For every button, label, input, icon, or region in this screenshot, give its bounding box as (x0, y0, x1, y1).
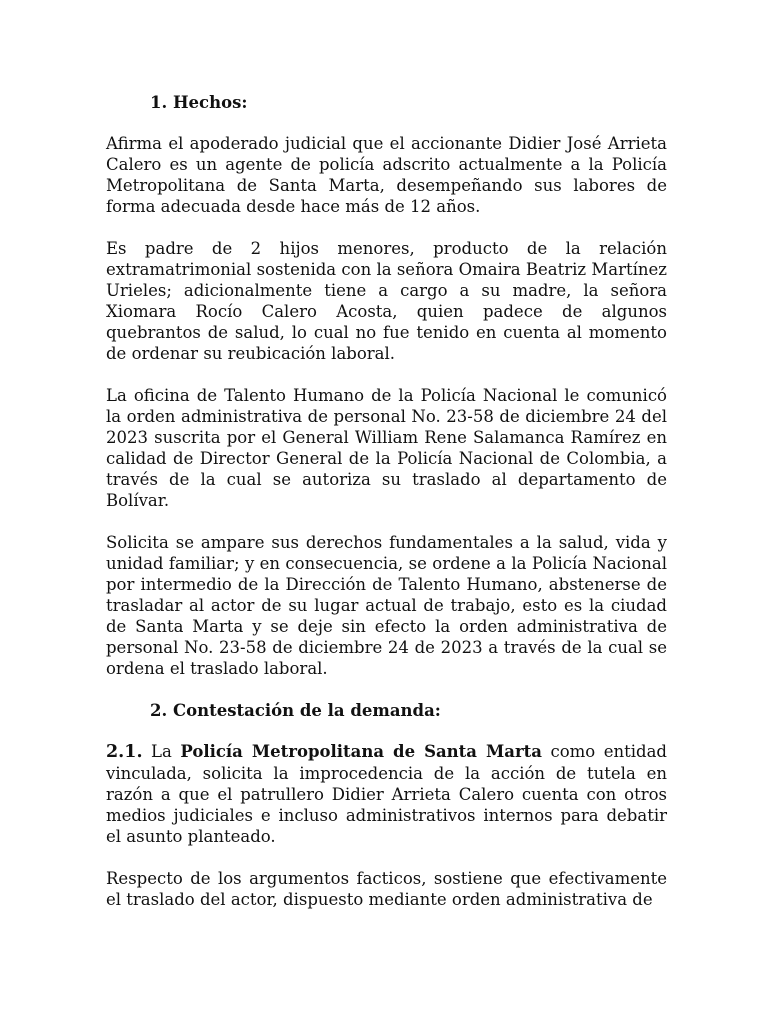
paragraph-lead-text: La (142, 742, 181, 761)
paragraph-number: 2.1. (106, 742, 143, 762)
section-heading-hechos: 1. Hechos: (150, 93, 248, 112)
paragraph-hechos-4: Solicita se ampare sus derechos fundamentales a la salud, vida y unidad familiar; y en consecuencia, se ordene a la Policía Nacional por intermedio de la Dirección de Talento Humano, abstenerse de trasladar al actor de su lugar actual de trabajo, esto es la ciudad de Santa Marta y se deje sin efecto la orden administrativa de personal No. 23-58 de diciembre 24 de 2023 a través de la cual se ordena el traslado laboral. (106, 533, 667, 678)
paragraph-contestacion-1 (106, 741, 667, 847)
paragraph-contestacion-2: Respecto de los argumentos facticos, sostiene que efectivamente el traslado del actor, dispuesto mediante orden administrativa de (106, 869, 667, 909)
paragraph-hechos-3: La oficina de Talento Humano de la Policía Nacional le comunicó la orden administrativa de personal No. 23-58 de diciembre 24 del 2023 suscrita por el General William Rene Salamanca Ramírez en calidad de Director General de la Policía Nacional de Colombia, a través de la cual se autoriza su traslado al departamento de Bolívar. (106, 386, 667, 510)
paragraph-hechos-2: Es padre de 2 hijos menores, producto de la relación extramatrimonial sostenida con la señora Omaira Beatriz Martínez Urieles; adicionalmente tiene a cargo a su madre, la señora Xiomara Rocío Calero Acosta, quien padece de algunos quebrantos de salud, lo cual no fue tenido en cuenta al momento de ordenar su reubicación laboral. (106, 239, 667, 363)
paragraph-body-text: como entidad vinculada, solicita la improcedencia de la acción de tutela en razón a que el patrullero Didier Arrieta Calero cuenta con otros medios judiciales e incluso administrativos internos para debatir el asunto planteado. (106, 742, 667, 846)
paragraph-hechos-1: Afirma el apoderado judicial que el accionante Didier José Arrieta Calero es un agente de policía adscrito actualmente a la Policía Metropolitana de Santa Marta, desempeñando sus labores de forma adecuada desde hace más de 12 años. (106, 134, 667, 216)
entity-name: Policía Metropolitana de Santa Marta (180, 742, 542, 761)
section-heading-contestacion: 2. Contestación de la demanda: (150, 701, 441, 720)
document-page (106, 92, 667, 931)
